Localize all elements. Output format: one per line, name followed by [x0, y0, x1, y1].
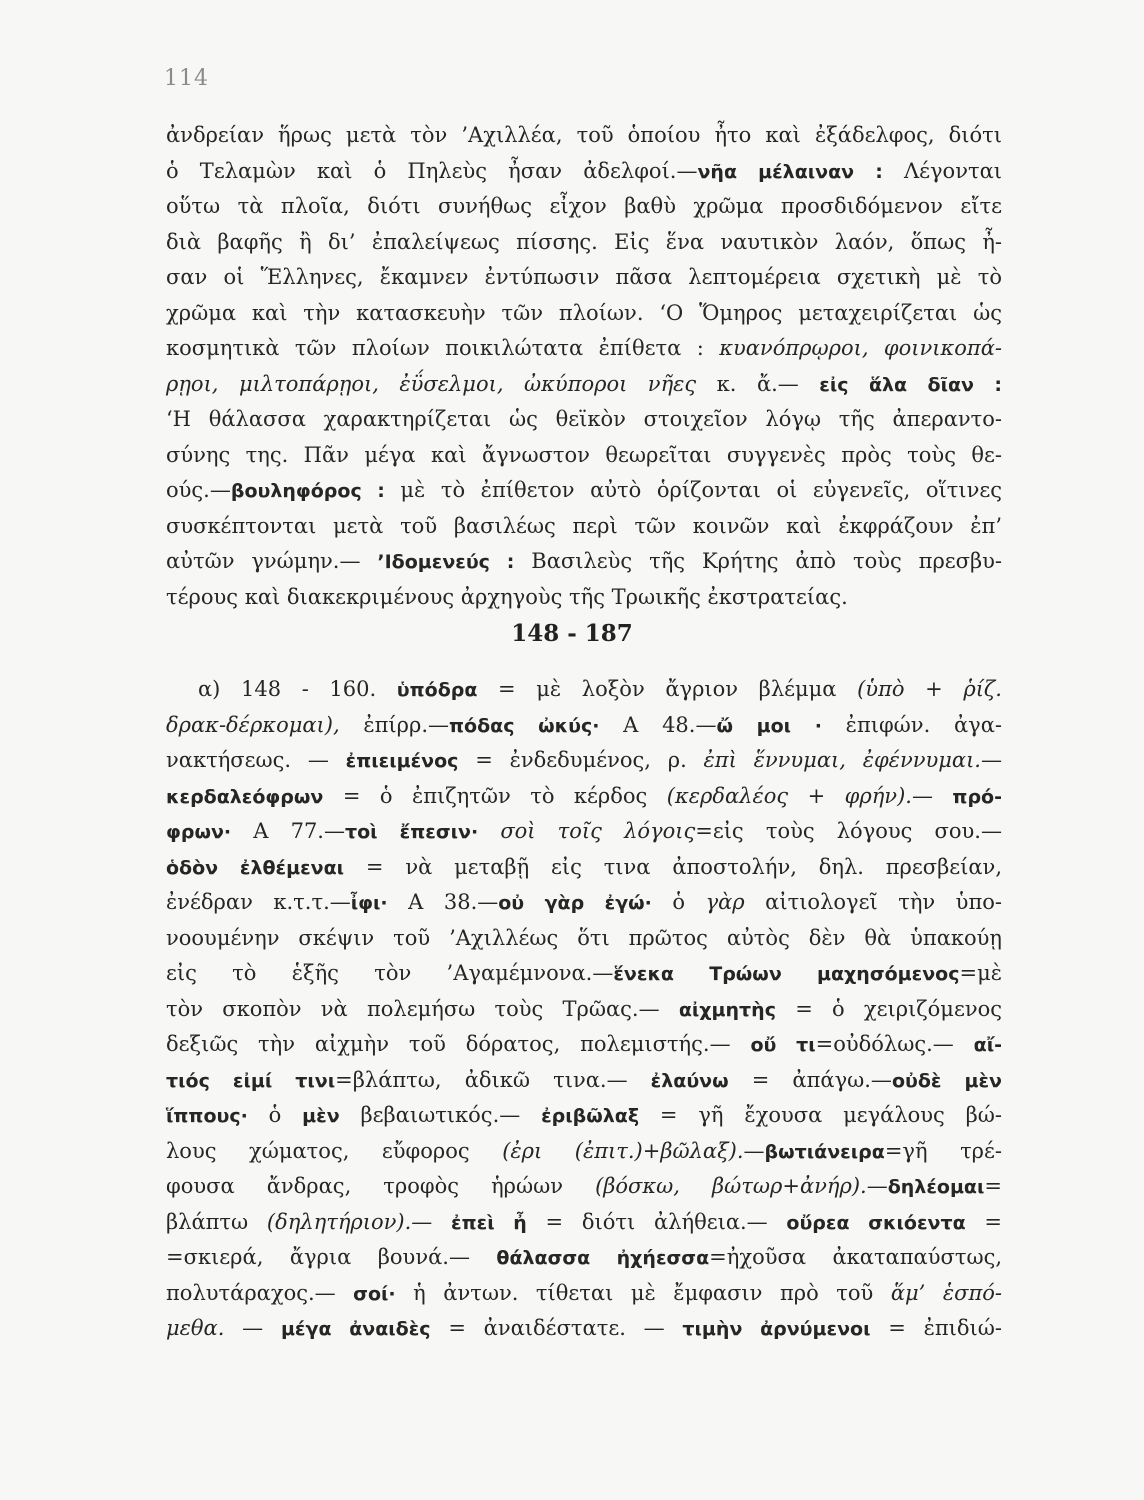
italic-gloss: ρῃοι, μιλτοπάρῃοι, ἐΰσελμοι, ὠκύποροι νῆες [166, 371, 697, 396]
lemma-term: ἶφι· [350, 892, 388, 914]
lemma-term: ’Ιδομενεύς : [377, 551, 515, 573]
text-line: πολυτάραχος.— σοί· ἡ ἀντων. τίθεται μὲ ἔμφασιν πρὸ τοῦ ἅμ’ ἑσπό- [166, 1280, 1002, 1305]
text-line: ούς.—βουληφόρος : μὲ τὸ ἐπίθετον αὐτὸ ὁρίζονται οἱ εὐγενεῖς, οἵτινες [166, 478, 1002, 502]
page-number: 114 [164, 66, 209, 91]
text-line: τιός εἰμί τινι=βλάπτω, ἀδικῶ τινα.— ἐλαύνω = ἀπάγω.—οὐδὲ μὲν [166, 1067, 1002, 1092]
lemma-term: βωτιάνειρα [764, 1140, 885, 1163]
lemma-term: οὐδὲ μὲν [891, 1069, 1002, 1092]
lemma-term: ὁδὸν ἐλθέμεναι [166, 856, 345, 879]
lemma-term: τοὶ ἔπεσιν· [344, 821, 479, 843]
text-line: ἀνδρείαν ἥρως μετὰ τὸν ’Αχιλλέα, τοῦ ὁποίου ἦτο καὶ ἐξάδελφος, διότι [166, 123, 1002, 147]
lemma-term: τιός εἰμί τινι [166, 1069, 336, 1092]
lemma-term: εἰς ἅλα δῖαν : [819, 373, 1002, 396]
lemma-term: πρό- [952, 785, 1002, 808]
text-line: τὸν σκοπὸν νὰ πολεμήσω τοὺς Τρῶας.— αἰχμητὴς = ὁ χειριζόμενος [166, 996, 1003, 1021]
lemma-term: ἐριβῶλαξ [541, 1105, 640, 1127]
text-line: δεξιῶς τὴν αἰχμὴν τοῦ δόρατος, πολεμιστής.— οὔ τι=οὐδόλως.— αἴ- [166, 1032, 1002, 1056]
lemma-term: ὑπόδρα [396, 679, 478, 701]
text-line: νοουμένην σκέψιν τοῦ ’Αχιλλέως ὅτι πρῶτος αὐτὸς δὲν θὰ ὑπακούῃ [166, 925, 1002, 950]
italic-gloss: μεθα. [166, 1316, 225, 1340]
text-line: =σκιερά, ἄγρια βουνά.— θάλασσα ἠχήεσσα=ἠχοῦσα ἀκαταπαύστως, [166, 1245, 1003, 1269]
text-line: φουσα ἄνδρας, τροφὸς ἡρώων (βόσκω, βώτωρ+ἀνήρ).—δηλέομαι= [166, 1174, 1002, 1198]
text-line: δρακ-δέρκομαι), ἐπίρρ.—πόδας ὠκύς· Α 48.—ὤ μοι · ἐπιφών. ἀγα- [166, 712, 1002, 737]
text-line: συσκέπτονται μετὰ τοῦ βασιλέως περὶ τῶν κοινῶν καὶ ἐκφράζουν ἐπ’ [166, 513, 1002, 538]
lemma-term: ὤ μοι · [716, 714, 822, 737]
lemma-term: ἐπιειμένος [345, 750, 459, 772]
italic-gloss: γὰρ [705, 890, 745, 914]
text-line: λους χώματος, εὔφορος (ἐρι (ἐπιτ.)+βῶλαξ).—βωτιάνειρα=γῆ τρέ- [166, 1138, 1003, 1163]
lemma-term: αἴ- [973, 1034, 1002, 1056]
lemma-term: οὔ τι [750, 1034, 816, 1056]
italic-gloss: (ἐρι (ἐπιτ.)+βῶλαξ). [502, 1138, 744, 1163]
text-line: ἐνέδραν κ.τ.τ.—ἶφι· Α 38.—οὐ γὰρ ἐγώ· ὁ γὰρ αἰτιολογεῖ τὴν ὑπο- [166, 890, 1002, 914]
italic-gloss: (βόσκω, βώτωρ+ἀνήρ). [595, 1174, 867, 1198]
lemma-term: ἵππους· [166, 1105, 248, 1127]
section-heading: 148 - 187 [511, 620, 633, 647]
lemma-term: βουληφόρος : [230, 480, 385, 502]
lemma-term: κερδαλεόφρων [166, 785, 324, 808]
text-line: διὰ βαφῆς ἢ δι’ ἐπαλείψεως πίσσης. Εἰς ἕνα ναυτικὸν λαόν, ὅπως ἦ- [166, 229, 1002, 254]
italic-gloss: ἅμ’ ἑσπό- [890, 1280, 1002, 1305]
text-line: σύνης της. Πᾶν μέγα καὶ ἄγνωστον θεωρεῖται συγγενὲς πρὸς τοὺς θε- [166, 442, 1002, 467]
italic-gloss: κυανόπρῳροι, φοινικοπά- [719, 336, 1002, 360]
text-line: αὐτῶν γνώμην.— ’Ιδομενεύς : Βασιλεὺς τῆς Κρήτης ἀπὸ τοὺς πρεσβυ- [166, 549, 1003, 573]
text-line: βλάπτω (δηλητήριον).— ἐπεὶ ἦ = διότι ἀλήθεια.— οὔρεα σκιόεντα = [166, 1209, 1003, 1234]
italic-gloss: (δηλητήριον). [266, 1209, 412, 1234]
text-line: ὁ Τελαμὼν καὶ ὁ Πηλεὺς ἦσαν ἀδελφοί.—νῆα μέλαιναν : Λέγονται [166, 158, 1002, 183]
lemma-term: δηλέομαι [887, 1176, 985, 1198]
text-line: ρῃοι, μιλτοπάρῃοι, ἐΰσελμοι, ὠκύποροι νῆες κ. ἄ.— εἰς ἅλα δῖαν : [166, 371, 1002, 396]
text-line: ἵππους· ὁ μὲν βεβαιωτικός.— ἐριβῶλαξ = γῆ ἔχουσα μεγάλους βώ- [166, 1103, 1003, 1127]
lemma-term: πόδας ὠκύς· [449, 714, 600, 737]
lemma-term: μὲν [302, 1105, 340, 1127]
commentary-paragraph-2 [166, 672, 1002, 1347]
italic-gloss: σοὶ τοῖς λόγοις [500, 819, 696, 843]
lemma-term: νῆα μέλαιναν : [697, 160, 883, 183]
italic-gloss: δρακ-δέρκομαι), [166, 712, 340, 737]
italic-gloss: (κερδαλέος + φρήν). [666, 783, 912, 808]
lemma-term: φρων· [166, 821, 232, 843]
text-line: νακτήσεως. — ἐπιειμένος = ἐνδεδυμένος, ρ. ἐπὶ ἕννυμαι, ἐφέννυμαι.— [166, 748, 1002, 772]
lemma-term: θάλασσα ἠχήεσσα [496, 1247, 710, 1269]
italic-gloss: (ὑπὸ + ῥίζ. [857, 677, 1002, 701]
text-line: τέρους καὶ διακεκριμένους ἀρχηγοὺς τῆς Τρωικῆς ἐκστρατείας. [166, 584, 848, 609]
lemma-term: σοί· [353, 1282, 396, 1305]
text-line: ὁδὸν ἐλθέμεναι = νὰ μεταβῇ εἰς τινα ἀποστολήν, δηλ. πρεσβείαν, [166, 854, 1002, 879]
lemma-term: ἐπεὶ ἦ [451, 1211, 527, 1234]
lemma-term: μέγα ἀναιδὲς [280, 1318, 431, 1340]
lemma-term: ἐλαύνω [650, 1069, 729, 1092]
text-line: κοσμητικὰ τῶν πλοίων ποικιλώτατα ἐπίθετα : κυανόπρῳροι, φοινικοπά- [166, 336, 1002, 360]
text-line: φρων· Α 77.—τοὶ ἔπεσιν· σοὶ τοῖς λόγοις=εἰς τοὺς λόγους σου.— [166, 819, 1002, 843]
commentary-paragraph-1 [166, 118, 1002, 615]
lemma-term: αἰχμητὴς [678, 998, 776, 1021]
text-line: ‘Η θάλασσα χαρακτηρίζεται ὡς θεϊκὸν στοιχεῖον λόγῳ τῆς ἀπεραντο- [166, 407, 1002, 431]
lemma-term: ἕνεκα Τρώων μαχησόμενος [613, 963, 960, 985]
text-line: κερδαλεόφρων = ὁ ἐπιζητῶν τὸ κέρδος (κερδαλέος + φρήν).— πρό- [166, 783, 1002, 808]
text-line: σαν οἱ Ἕλληνες, ἔκαμνεν ἐντύπωσιν πᾶσα λεπτομέρεια σχετικὴ μὲ τὸ [166, 265, 1002, 289]
lemma-term: οὐ γὰρ ἐγώ· [498, 892, 652, 914]
text-line: μεθα. — μέγα ἀναιδὲς = ἀναιδέστατε. — τιμὴν ἀρνύμενοι = ἐπιδιώ- [166, 1316, 1002, 1340]
lemma-term: τιμὴν ἀρνύμενοι [682, 1318, 871, 1340]
italic-gloss: ἐπὶ ἕννυμαι, ἐφέννυμαι. [703, 748, 981, 772]
text-line: εἰς τὸ ἑξῆς τὸν ’Αγαμέμνονα.—ἕνεκα Τρώων μαχησόμενος=μὲ [166, 961, 1003, 985]
lemma-term: οὔρεα σκιόεντα [786, 1211, 966, 1234]
text-line: α) 148 - 160. ὑπόδρα = μὲ λοξὸν ἄγριον βλέμμα (ὑπὸ + ῥίζ. [198, 677, 1002, 701]
text-line: χρῶμα καὶ τὴν κατασκευὴν τῶν πλοίων. ‘Ο Ὅμηρος μεταχειρίζεται ὡς [166, 300, 1002, 325]
text-line: οὕτω τὰ πλοῖα, διότι συνήθως εἶχον βαθὺ χρῶμα προσδιδόμενον εἴτε [166, 194, 1002, 218]
